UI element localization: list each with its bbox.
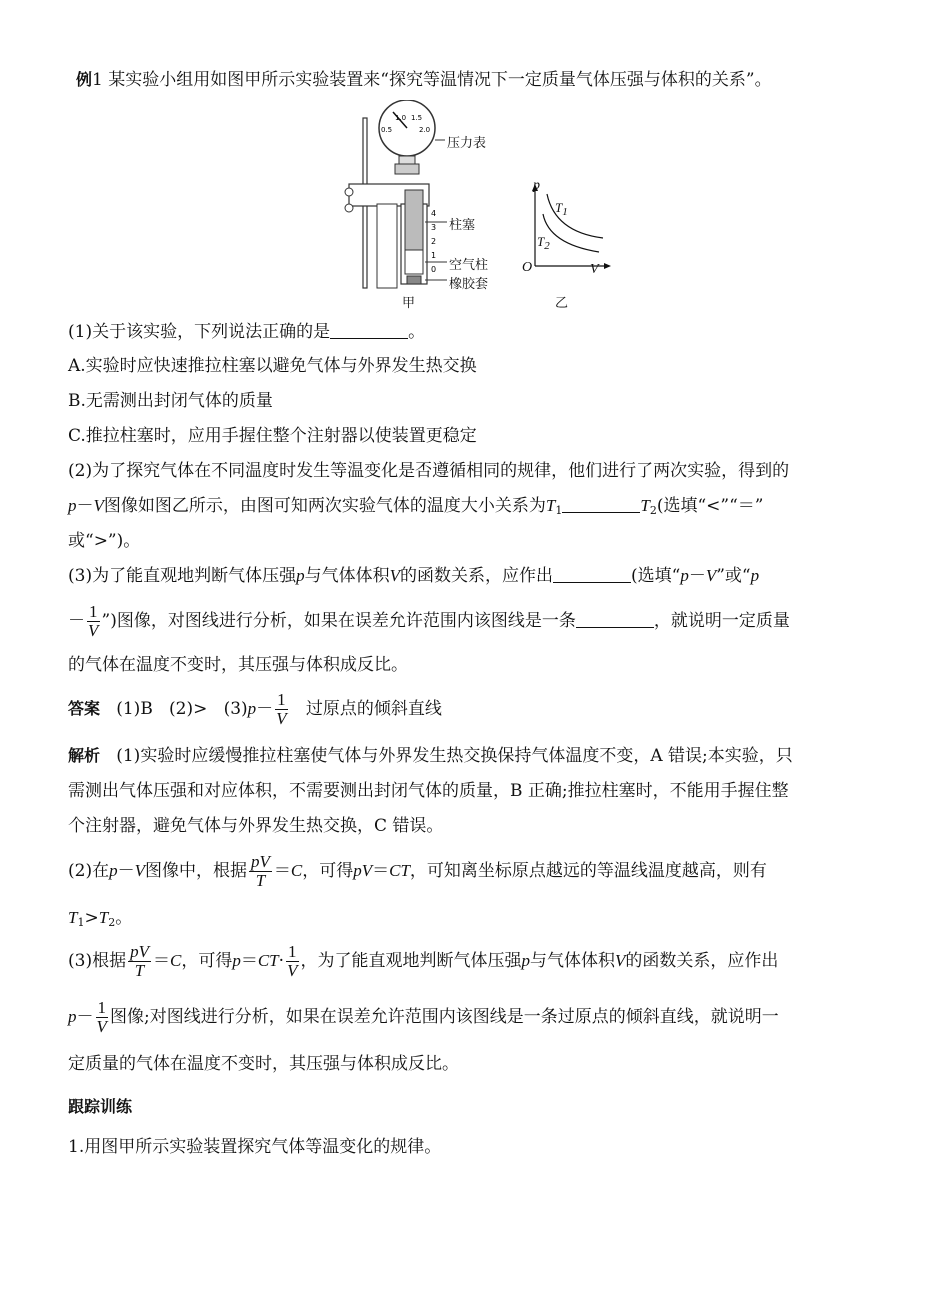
q3-answer-blank-2[interactable] (576, 609, 654, 628)
label-rubber-cap: 橡胶套 (449, 277, 489, 292)
gauge-tick: 0.5 (381, 126, 393, 134)
answer-line: 答案 (1)B (2)> (3)p－ $\frac{1}{V}$ 过原点的倾斜直线 (68, 690, 442, 728)
scale-board (377, 204, 397, 288)
scale-number: 4 (431, 209, 437, 218)
caption-yi: 乙 (555, 296, 569, 311)
example-label: 例 (76, 70, 93, 89)
isotherm-t2 (543, 214, 599, 252)
q1-answer-blank[interactable] (330, 320, 408, 339)
analysis-label: 解析 (68, 746, 101, 765)
scale-number: 3 (431, 223, 437, 232)
graph-origin: O (522, 260, 533, 275)
analysis-p2-line2: $T_1>T_2$。 (68, 908, 133, 929)
label-air-column: 空气柱 (449, 258, 489, 273)
analysis-p3-line1: (3)根据 $\frac{pV}{T}$ ＝C，可得p＝CT· $\frac{1}{V}$ ，为了能直观地判断气体压强p与气体体积V的函数关系，应作出 (68, 942, 779, 980)
q3-answer-blank-1[interactable] (553, 564, 631, 583)
scale-number: 2 (431, 237, 437, 246)
q2-line2: p－V图像如图乙所示，由图可知两次实验气体的温度大小关系为$T_1$ $T_2$(选填“<”“＝” (68, 496, 764, 517)
gauge-tick: 1.5 (411, 114, 423, 122)
q3-line2: － $\frac{1}{V}$ ”)图像，对图线进行分析，如果在误差允许范围内该图线是一条 ，就说明一定质量 (68, 602, 790, 640)
label-gauge: 压力表 (447, 136, 487, 151)
scale-number: 1 (431, 251, 437, 260)
gauge-tick: 2.0 (419, 126, 431, 134)
graph-t1-label: $T_1$ (555, 200, 568, 218)
q2-answer-blank[interactable] (562, 494, 640, 513)
analysis-p2-line1: (2)在p－V图像中，根据 $\frac{pV}{T}$ ＝C，可得pV＝CT，可知离坐标原点越远的等温线温度越高，则有 (68, 852, 767, 890)
graph-t2-label: $T_2$ (537, 234, 550, 252)
plunger (405, 190, 423, 250)
followup-title: 跟踪训练 (68, 1097, 133, 1116)
analysis-p1-line2: 需测出气体压强和对应体积，不需要测出封闭气体的质量，B 正确;推拉柱塞时，不能用手握住整 (68, 781, 789, 801)
graph-v-label: V (590, 262, 599, 277)
caption-jia: 甲 (402, 296, 416, 311)
followup-q1: 1.用图甲所示实验装置探究气体等温变化的规律。 (68, 1137, 442, 1157)
rubber-cap (407, 276, 421, 284)
graph-p-label: p (533, 178, 540, 193)
q1-option-c: C.推拉柱塞时，应用手握住整个注射器以使装置更稳定 (68, 426, 477, 446)
analysis-p1-line3: 个注射器，避免气体与外界发生热交换，C 错误。 (68, 816, 444, 836)
scale-number: 0 (431, 265, 437, 274)
q3-line3: 的气体在温度不变时，其压强与体积成反比。 (68, 655, 408, 675)
analysis-p3-line2: p－ $\frac{1}{V}$ 图像;对图线进行分析，如果在误差允许范围内该图线是一条过原点的倾斜直线，就说明一 (68, 998, 779, 1036)
q2-line1: (2)为了探究气体在不同温度时发生等温变化是否遵循相同的规律，他们进行了两次实验，得到的 (68, 461, 790, 481)
q1-stem: (1)关于该实验，下列说法正确的是 。 (68, 322, 426, 342)
q1-option-b: B.无需测出封闭气体的质量 (68, 391, 273, 411)
gauge-tick: 1.0 (395, 114, 407, 122)
analysis-p3-line3: 定质量的气体在温度不变时，其压强与体积成反比。 (68, 1054, 459, 1074)
example-heading: 例1 某实验小组用如图甲所示实验装置来“探究等温情况下一定质量气体压强与体积的关系”。 (76, 70, 772, 90)
q1-option-a: A.实验时应快速推拉柱塞以避免气体与外界发生热交换 (68, 356, 477, 376)
label-plunger: 柱塞 (449, 218, 476, 233)
air-column (405, 250, 423, 274)
analysis-p1-line1: 解析 (1)实验时应缓慢推拉柱塞使气体与外界发生热交换保持气体温度不变，A 错误;本实验，只 (68, 746, 793, 766)
q3-line1: (3)为了能直观地判断气体压强p与气体体积V的函数关系，应作出 (选填“p－V”或“p (68, 566, 760, 586)
q2-line3: 或“>”)。 (68, 531, 141, 551)
answer-label: 答案 (68, 699, 101, 718)
